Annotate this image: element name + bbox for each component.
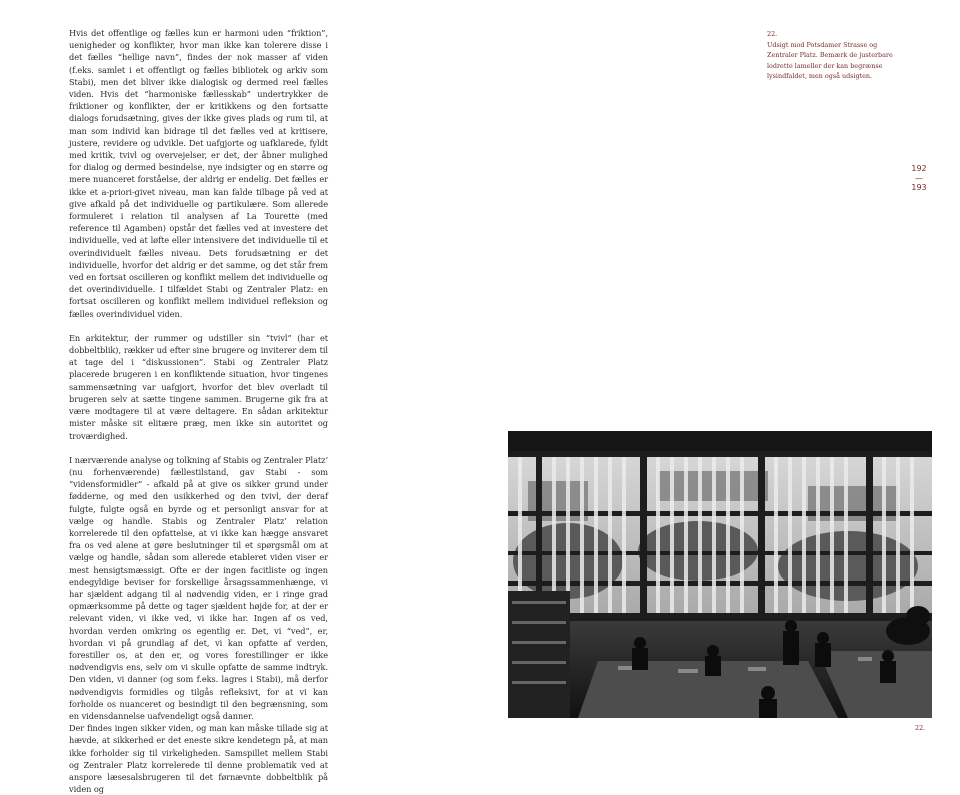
- page-number-dash: —: [915, 173, 923, 183]
- body-text-column: [69, 27, 328, 795]
- body-paragraph: Der findes ingen sikker viden, og man kan måske tillade sig at hævde, at sikkerhed er det eneste sikre kendetegn på, at man ikke forholder sig til virkeligheden. Samspillet mellem Stabi og Zentraler Platz korrelerede til denne problematik ved at anspore læsesalsbrugeren til det førnævnte dobbeltblik på viden og: [69, 723, 328, 795]
- reading-room-photo: [508, 431, 932, 718]
- page-numbers: [904, 164, 934, 193]
- page-number-left: 192: [911, 164, 927, 173]
- body-paragraph: Hvis det offentlige og fælles kun er harmoni uden “friktion”, uenigheder og konflikter, hvor man ikke kan tolerere disse i det fælles “hellige navn”, findes der nok masser af viden (f.eks. samlet i et offentligt og fælles bibliotek og arkiv som Stabi), men det bliver ikke dialogisk og dermed reel fælles viden. Hvis det “harmoniske fællesskab” undertrykker de friktioner og konflikter, der er kritikkens og den fortsatte dialogs forudsætning, gives der ikke gives plads og rum til, at man som individ kan bidrage til det fælles ved at kritisere, justere, revidere og udvikle. Det uafgjorte og uafklarede, fyldt med kritik, tvivl og overvejelser, er det, der åbner mulighed for dialog og dermed besindelse, nye indsigter og en større og mere nuanceret forståelse, der aldrig er endelig. Det fælles er ikke et a-priori-givet niveau, man kan falde tilbage på ved at give afkald på det individuelle og partikulære. Som allerede formuleret i relation til analysen af La Tourette (med reference til Agamben) opstår det fælles ved at investere det individuelle, ved at løfte eller intensivere det individuelle til et overindividuelt fælles niveau. Dets forudsætning er det individuelle, hvorfor det aldrig er det samme, og det står frem ved en fortsat oscilleren og konflikt mellem det individuelle og det overindividuelle. I tilfældet Stabi og Zentraler Platz: en fortsat oscilleren og konflikt mellem individuel refleksion og fælles overindividuel viden.: [69, 28, 328, 319]
- page-number-right: 193: [911, 183, 927, 192]
- caption-number: 22.: [767, 30, 778, 38]
- figure-number: 22.: [915, 724, 926, 732]
- bookshelves: [508, 591, 570, 718]
- figure-caption: [767, 29, 897, 82]
- body-paragraph: En arkitektur, der rummer og udstiller sin “tvivl” (har et dobbeltblik), rækker ud efter sine brugere og inviterer dem til at tage del i “diskussionen”. Stabi og Zentraler Platz placerede brugeren i en konfliktende situation, hvor tingenes sammensætning var uafgjort, hvorfor det blev overladt til brugeren selv at sætte tingene sammen. Brugerne gik fra at være modtagere til at være deltagere. En sådan arkitektur mister måske sit elitære præg, men ikke sin autoritet og troværdighed.: [69, 332, 328, 441]
- body-paragraph: I nærværende analyse og tolkning af Stabis og Zentraler Platz’ (nu forhenværende) fællestilstand, gav Stabi - som “vidensformidler” - afkald på at give os sikker grund under fødderne, og med den usikkerhed og den tvivl, der deraf fulgte, fulgte også en byrde og et personligt ansvar for at vælge og handle. Stabis og Zentraler Platz’ relation korrelerede til den opfattelse, at vi ikke kan hægge ansvaret fra os ved alene at gøre beslutninger til et spørgsmål om at vælge og handle, sådan som allerede etableret viden viser er mest hensigtsmæssigt. Ofte er der ingen facitliste og ingen endegyldige beviser for forskellige årsagssammenhænge, vi har sjældent adgang til al nødvendig viden, er i ringe grad opmærksomme på dette og tager sjældent højde for, at der er relevant viden, vi ikke ved, vi ikke har. Ingen af os ved, hvordan verden omkring os egentlig er. Det, vi “ved”, er, hvordan vi på grundlag af det, vi kan opfatte af verden, forestiller os, at den er, og vores forestillinger er ikke nødvendigvis ens, selv om vi skulle opfatte de samme indtryk. Den viden, vi danner (og som f.eks. lagres i Stabi), må derfor nødvendigvis formidles og tilgås refleksivt, for at vi kan forholde os nuanceret og besindigt til den begrænsning, som en vidensdannelse uafvendeligt også danner.: [69, 454, 328, 721]
- caption-text: Udsigt mod Potsdamer Strasse og Zentraler Platz. Bemærk de justerbare lodrette lameller der kan begrænse lysindfaldet, men også udsigten.: [767, 40, 893, 81]
- photo-illustration: [508, 431, 932, 718]
- reading-desks: [578, 651, 932, 718]
